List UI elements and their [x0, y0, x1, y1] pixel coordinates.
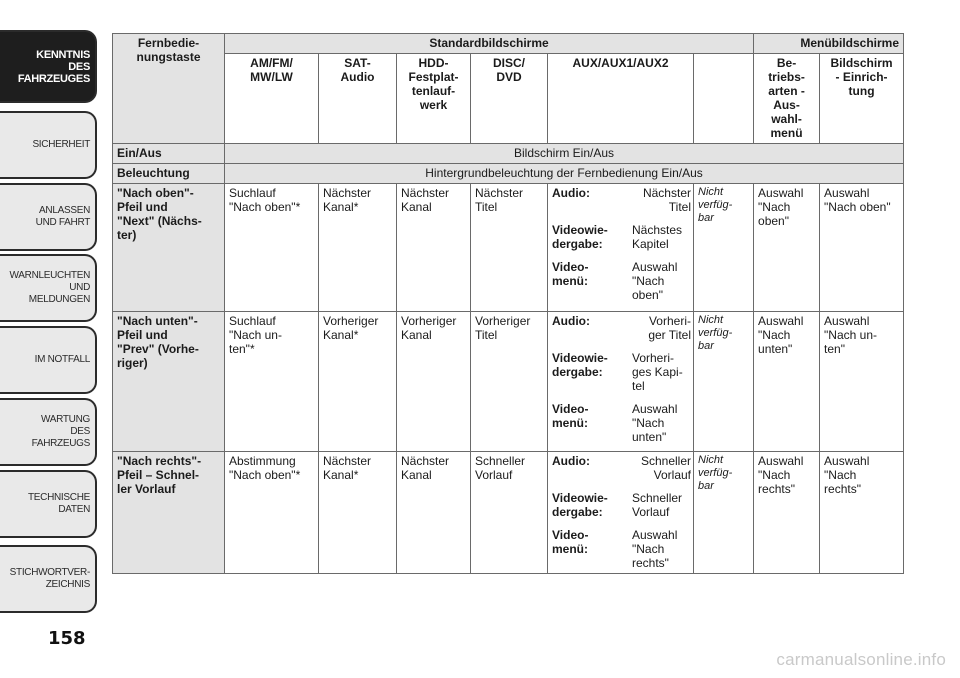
cell-am-fm: Suchlauf "Nach oben"* — [225, 184, 319, 312]
header-row-2 — [113, 54, 904, 144]
cell-aux — [548, 452, 694, 574]
table-row-beleuchtung — [113, 164, 904, 184]
tab-label: WARTUNG DES FAHRZEUGS — [31, 414, 90, 449]
header-betriebsarten: Be- triebs- arten - Aus- wahl- menü — [754, 54, 820, 144]
aux-value: Vorheri- ges Kapi- tel — [632, 351, 683, 393]
aux-key: Videowie- dergabe: — [552, 351, 608, 379]
row-label: Beleuchtung — [113, 164, 225, 184]
cell-einrichtung: Auswahl "Nach oben" — [820, 184, 904, 312]
cell-sat: Vorheriger Kanal* — [319, 312, 397, 452]
header-sat-audio: SAT- Audio — [319, 54, 397, 144]
page-number: 158 — [48, 628, 86, 649]
row-label: "Nach oben"- Pfeil und "Next" (Nächs- ter) — [113, 184, 225, 312]
aux-key: Audio: — [552, 314, 590, 328]
tab-stichwortverzeichnis[interactable] — [0, 545, 97, 613]
cell-hdd: Nächster Kanal — [397, 184, 471, 312]
tab-label: KENNTNIS DES FAHRZEUGES — [17, 48, 90, 85]
cell-sat: Nächster Kanal* — [319, 452, 397, 574]
table-row-ein-aus — [113, 144, 904, 164]
tab-label: TECHNISCHE DATEN — [27, 492, 90, 515]
header-empty — [694, 54, 754, 144]
cell-disc: Vorheriger Titel — [471, 312, 548, 452]
header-menu: Menübildschirme — [754, 34, 904, 54]
tab-technische-daten[interactable] — [0, 470, 97, 538]
tab-kenntnis-des-fahrzeuges[interactable] — [0, 30, 97, 103]
cell-aux — [548, 312, 694, 452]
watermark: carmanualsonline.info — [776, 650, 946, 669]
aux-value: Auswahl "Nach oben" — [632, 260, 678, 302]
aux-value: Auswahl "Nach unten" — [632, 402, 678, 444]
aux-value: Auswahl "Nach rechts" — [632, 528, 678, 570]
tab-label: ANLASSEN UND FAHRT — [35, 205, 90, 228]
header-hdd: HDD- Festplat- tenlauf- werk — [397, 54, 471, 144]
cell-disc: Nächster Titel — [471, 184, 548, 312]
header-disc-dvd: DISC/ DVD — [471, 54, 548, 144]
aux-value: Schneller Vorlauf — [640, 454, 691, 482]
cell-hdd: Vorheriger Kanal — [397, 312, 471, 452]
cell-hdd: Nächster Kanal — [397, 452, 471, 574]
aux-value: Nächster Titel — [642, 186, 691, 214]
aux-key: Audio: — [552, 186, 590, 200]
header-standard: Standardbildschirme — [225, 34, 754, 54]
table-row-nach-rechts — [113, 452, 904, 574]
table-row-nach-unten — [113, 312, 904, 452]
row-label: "Nach rechts"- Pfeil – Schnel- ler Vorlauf — [113, 452, 225, 574]
cell-am-fm: Abstimmung "Nach oben"* — [225, 452, 319, 574]
tab-im-notfall[interactable] — [0, 326, 97, 394]
tab-label: SICHERHEIT — [32, 139, 90, 150]
tab-label: STICHWORTVER- ZEICHNIS — [9, 567, 90, 590]
aux-value: Vorheri- ger Titel — [648, 314, 691, 342]
remote-control-table — [112, 33, 904, 574]
header-row-1 — [113, 34, 904, 54]
table-row-nach-oben — [113, 184, 904, 312]
aux-key: Video- menü: — [552, 260, 589, 288]
tab-wartung-des-fahrzeugs[interactable] — [0, 398, 97, 466]
cell-betriebsarten: Auswahl "Nach oben" — [754, 184, 820, 312]
row-label: Ein/Aus — [113, 144, 225, 164]
row-span-text: Hintergrundbeleuchtung der Fernbedienung Ein/Aus — [225, 164, 904, 184]
chapter-tabs — [0, 0, 104, 678]
cell-not-available: Nicht verfüg- bar — [694, 184, 754, 312]
row-span-text: Bildschirm Ein/Aus — [225, 144, 904, 164]
aux-value: Nächstes Kapitel — [632, 223, 683, 251]
tab-label: IM NOTFALL — [34, 354, 90, 365]
cell-einrichtung: Auswahl "Nach un- ten" — [820, 312, 904, 452]
cell-sat: Nächster Kanal* — [319, 184, 397, 312]
aux-key: Audio: — [552, 454, 590, 468]
cell-betriebsarten: Auswahl "Nach unten" — [754, 312, 820, 452]
row-label: "Nach unten"- Pfeil und "Prev" (Vorhe- riger) — [113, 312, 225, 452]
tab-label: WARNLEUCHTEN UND MELDUNGEN — [9, 270, 90, 305]
header-aux: AUX/AUX1/AUX2 — [548, 54, 694, 144]
tab-anlassen-und-fahrt[interactable] — [0, 183, 97, 251]
aux-key: Videowie- dergabe: — [552, 223, 608, 251]
header-key-column: Fernbedie- nungstaste — [113, 34, 225, 144]
aux-key: Video- menü: — [552, 402, 589, 430]
cell-aux — [548, 184, 694, 312]
cell-not-available: Nicht verfüg- bar — [694, 312, 754, 452]
aux-key: Video- menü: — [552, 528, 589, 556]
cell-einrichtung: Auswahl "Nach rechts" — [820, 452, 904, 574]
header-am-fm: AM/FM/ MW/LW — [225, 54, 319, 144]
aux-key: Videowie- dergabe: — [552, 491, 608, 519]
tab-sicherheit[interactable] — [0, 111, 97, 179]
cell-not-available: Nicht verfüg- bar — [694, 452, 754, 574]
header-einrichtung: Bildschirm - Einrich- tung — [820, 54, 904, 144]
cell-am-fm: Suchlauf "Nach un- ten"* — [225, 312, 319, 452]
tab-warnleuchten-und-meldungen[interactable] — [0, 254, 97, 322]
cell-disc: Schneller Vorlauf — [471, 452, 548, 574]
aux-value: Schneller Vorlauf — [632, 491, 683, 519]
cell-betriebsarten: Auswahl "Nach rechts" — [754, 452, 820, 574]
